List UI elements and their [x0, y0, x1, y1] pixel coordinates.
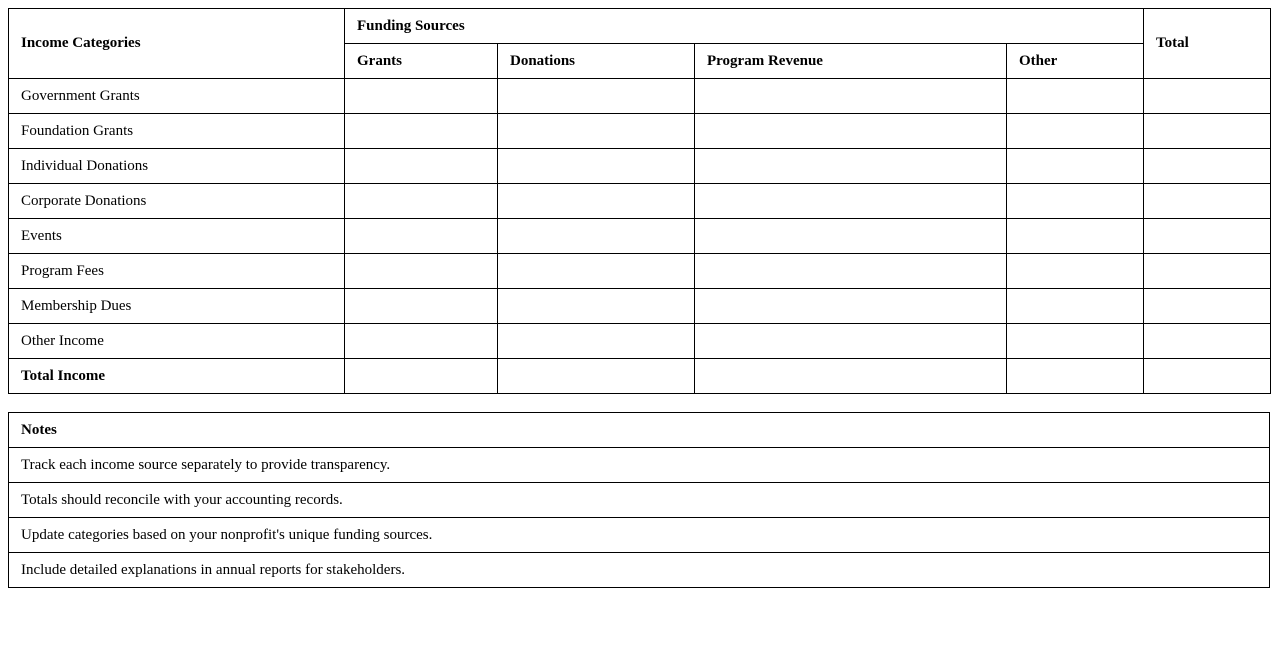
donations-cell[interactable]: [498, 219, 695, 254]
grants-cell[interactable]: [345, 254, 498, 289]
total-cell[interactable]: [1144, 219, 1271, 254]
total-cell[interactable]: [1144, 184, 1271, 219]
donations-cell[interactable]: [498, 184, 695, 219]
row-label: Government Grants: [9, 79, 345, 114]
income-categories-header: Income Categories: [9, 9, 345, 79]
total-income-label: Total Income: [9, 359, 345, 394]
table-row: [9, 184, 1271, 219]
table-row: [9, 254, 1271, 289]
note-row: [9, 448, 1270, 483]
table-row: [9, 114, 1271, 149]
grand-total-cell[interactable]: [1144, 359, 1271, 394]
grants-cell[interactable]: [345, 114, 498, 149]
donations-cell[interactable]: [498, 149, 695, 184]
program-revenue-cell[interactable]: [695, 219, 1007, 254]
total-cell[interactable]: [1144, 324, 1271, 359]
total-cell[interactable]: [1144, 149, 1271, 184]
note-text: Include detailed explanations in annual reports for stakeholders.: [9, 553, 1270, 588]
other-cell[interactable]: [1007, 114, 1144, 149]
row-label: Other Income: [9, 324, 345, 359]
other-cell[interactable]: [1007, 184, 1144, 219]
table-row: [9, 219, 1271, 254]
note-row: [9, 518, 1270, 553]
table-row: [9, 289, 1271, 324]
income-table: [8, 8, 1271, 394]
notes-table: [8, 412, 1270, 588]
program-revenue-total-cell[interactable]: [695, 359, 1007, 394]
note-text: Update categories based on your nonprofit's unique funding sources.: [9, 518, 1270, 553]
other-cell[interactable]: [1007, 149, 1144, 184]
notes-header-row: [9, 413, 1270, 448]
funding-sources-header: Funding Sources: [345, 9, 1144, 44]
donations-cell[interactable]: [498, 254, 695, 289]
total-header: Total: [1144, 9, 1271, 79]
grants-cell[interactable]: [345, 289, 498, 324]
other-cell[interactable]: [1007, 219, 1144, 254]
donations-total-cell[interactable]: [498, 359, 695, 394]
other-header: Other: [1007, 44, 1144, 79]
other-cell[interactable]: [1007, 324, 1144, 359]
row-label: Individual Donations: [9, 149, 345, 184]
total-cell[interactable]: [1144, 289, 1271, 324]
grants-cell[interactable]: [345, 219, 498, 254]
grants-cell[interactable]: [345, 79, 498, 114]
row-label: Membership Dues: [9, 289, 345, 324]
table-row: [9, 79, 1271, 114]
table-row: [9, 324, 1271, 359]
other-total-cell[interactable]: [1007, 359, 1144, 394]
program-revenue-cell[interactable]: [695, 114, 1007, 149]
note-text: Track each income source separately to provide transparency.: [9, 448, 1270, 483]
grants-cell[interactable]: [345, 184, 498, 219]
other-cell[interactable]: [1007, 254, 1144, 289]
donations-cell[interactable]: [498, 324, 695, 359]
grants-header: Grants: [345, 44, 498, 79]
other-cell[interactable]: [1007, 79, 1144, 114]
donations-cell[interactable]: [498, 79, 695, 114]
grants-cell[interactable]: [345, 149, 498, 184]
donations-cell[interactable]: [498, 289, 695, 324]
row-label: Foundation Grants: [9, 114, 345, 149]
row-label: Corporate Donations: [9, 184, 345, 219]
program-revenue-cell[interactable]: [695, 149, 1007, 184]
header-row-main: [9, 9, 1271, 44]
program-revenue-cell[interactable]: [695, 254, 1007, 289]
program-revenue-cell[interactable]: [695, 79, 1007, 114]
note-row: [9, 483, 1270, 518]
program-revenue-cell[interactable]: [695, 324, 1007, 359]
notes-title: Notes: [9, 413, 1270, 448]
total-income-row: [9, 359, 1271, 394]
table-row: [9, 149, 1271, 184]
grants-total-cell[interactable]: [345, 359, 498, 394]
other-cell[interactable]: [1007, 289, 1144, 324]
program-revenue-cell[interactable]: [695, 289, 1007, 324]
program-revenue-cell[interactable]: [695, 184, 1007, 219]
donations-cell[interactable]: [498, 114, 695, 149]
note-row: [9, 553, 1270, 588]
donations-header: Donations: [498, 44, 695, 79]
note-text: Totals should reconcile with your accounting records.: [9, 483, 1270, 518]
total-cell[interactable]: [1144, 254, 1271, 289]
total-cell[interactable]: [1144, 79, 1271, 114]
program-revenue-header: Program Revenue: [695, 44, 1007, 79]
row-label: Events: [9, 219, 345, 254]
row-label: Program Fees: [9, 254, 345, 289]
grants-cell[interactable]: [345, 324, 498, 359]
total-cell[interactable]: [1144, 114, 1271, 149]
